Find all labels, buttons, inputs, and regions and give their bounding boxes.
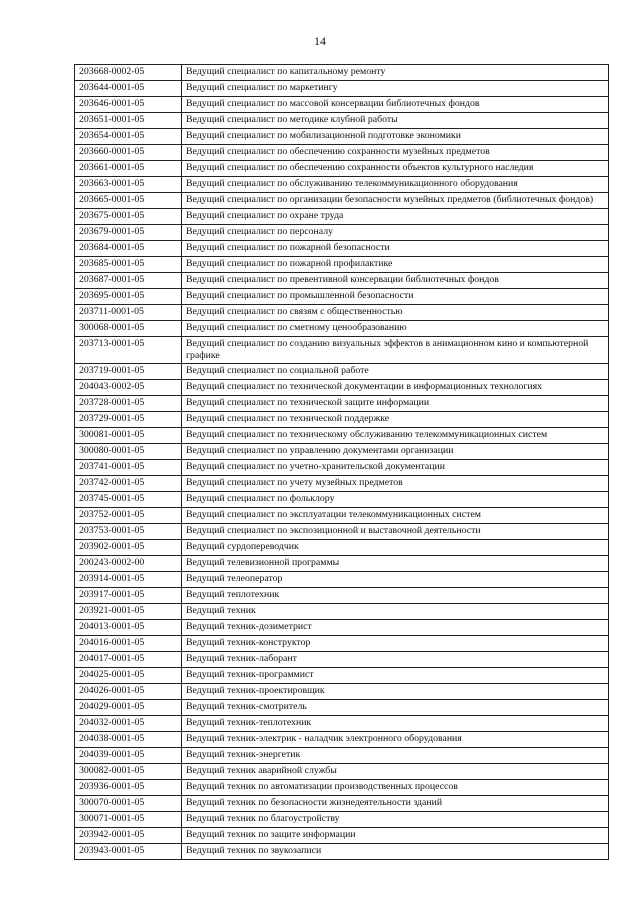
occupation-code: 204025-0001-05 bbox=[75, 668, 182, 684]
occupation-code: 200243-0002-00 bbox=[75, 556, 182, 572]
occupation-code: 203902-0001-05 bbox=[75, 540, 182, 556]
occupation-code: 204026-0001-05 bbox=[75, 684, 182, 700]
occupation-title: Ведущий специалист по обслуживанию телекоммуникационного оборудования bbox=[182, 177, 609, 193]
table-row bbox=[75, 780, 609, 796]
occupation-title: Ведущий специалист по массовой консервации библиотечных фондов bbox=[182, 97, 609, 113]
occupation-title: Ведущий специалист по технической защите информации bbox=[182, 396, 609, 412]
page-number: 14 bbox=[314, 34, 326, 48]
occupation-title: Ведущий специалист по превентивной консервации библиотечных фондов bbox=[182, 273, 609, 289]
occupation-code: 203665-0001-05 bbox=[75, 193, 182, 209]
occupation-table bbox=[74, 64, 609, 860]
table-row bbox=[75, 289, 609, 305]
occupation-code: 203921-0001-05 bbox=[75, 604, 182, 620]
table-row bbox=[75, 588, 609, 604]
table-row bbox=[75, 241, 609, 257]
table-row bbox=[75, 460, 609, 476]
table-row bbox=[75, 428, 609, 444]
table-row bbox=[75, 337, 609, 364]
occupation-code: 203942-0001-05 bbox=[75, 828, 182, 844]
table-row bbox=[75, 380, 609, 396]
occupation-title: Ведущий техник-проектировщик bbox=[182, 684, 609, 700]
occupation-code: 203729-0001-05 bbox=[75, 412, 182, 428]
occupation-code: 203936-0001-05 bbox=[75, 780, 182, 796]
table-row bbox=[75, 764, 609, 780]
occupation-code: 204039-0001-05 bbox=[75, 748, 182, 764]
table-row bbox=[75, 65, 609, 81]
occupation-code: 204017-0001-05 bbox=[75, 652, 182, 668]
table-row bbox=[75, 620, 609, 636]
occupation-table-body bbox=[75, 65, 609, 860]
occupation-title: Ведущий теплотехник bbox=[182, 588, 609, 604]
occupation-title: Ведущий техник по автоматизации производственных процессов bbox=[182, 780, 609, 796]
table-row bbox=[75, 700, 609, 716]
table-row bbox=[75, 97, 609, 113]
occupation-title: Ведущий специалист по персоналу bbox=[182, 225, 609, 241]
occupation-title: Ведущий специалист по пожарной профилактике bbox=[182, 257, 609, 273]
table-row bbox=[75, 257, 609, 273]
table-row bbox=[75, 844, 609, 860]
table-row bbox=[75, 492, 609, 508]
table-row bbox=[75, 364, 609, 380]
table-row bbox=[75, 476, 609, 492]
occupation-code: 204029-0001-05 bbox=[75, 700, 182, 716]
occupation-title: Ведущий специалист по капитальному ремонту bbox=[182, 65, 609, 81]
table-row bbox=[75, 396, 609, 412]
occupation-code: 203728-0001-05 bbox=[75, 396, 182, 412]
occupation-title: Ведущий специалист по созданию визуальных эффектов в анимационном кино и компьютерной графике bbox=[182, 337, 609, 364]
occupation-code: 203651-0001-05 bbox=[75, 113, 182, 129]
occupation-title: Ведущий специалист по организации безопасности музейных предметов (библиотечных фондов) bbox=[182, 193, 609, 209]
table-row bbox=[75, 556, 609, 572]
table-row bbox=[75, 524, 609, 540]
occupation-title: Ведущий техник-лаборант bbox=[182, 652, 609, 668]
occupation-title: Ведущий специалист по техническому обслуживанию телекоммуникационных систем bbox=[182, 428, 609, 444]
table-row bbox=[75, 636, 609, 652]
occupation-title: Ведущий техник аварийной службы bbox=[182, 764, 609, 780]
occupation-title: Ведущий техник-теплотехник bbox=[182, 716, 609, 732]
occupation-code: 203741-0001-05 bbox=[75, 460, 182, 476]
occupation-title: Ведущий техник-электрик - наладчик электронного оборудования bbox=[182, 732, 609, 748]
occupation-code: 203663-0001-05 bbox=[75, 177, 182, 193]
table-row bbox=[75, 716, 609, 732]
table-row bbox=[75, 209, 609, 225]
occupation-title: Ведущий специалист по технической поддержке bbox=[182, 412, 609, 428]
occupation-title: Ведущий техник-конструктор bbox=[182, 636, 609, 652]
occupation-code: 203661-0001-05 bbox=[75, 161, 182, 177]
occupation-code: 203914-0001-05 bbox=[75, 572, 182, 588]
occupation-title: Ведущий сурдопереводчик bbox=[182, 540, 609, 556]
occupation-code: 300081-0001-05 bbox=[75, 428, 182, 444]
occupation-title: Ведущий техник по благоустройству bbox=[182, 812, 609, 828]
occupation-title: Ведущий специалист по маркетингу bbox=[182, 81, 609, 97]
occupation-title: Ведущий техник bbox=[182, 604, 609, 620]
occupation-title: Ведущий специалист по пожарной безопасности bbox=[182, 241, 609, 257]
occupation-code: 203687-0001-05 bbox=[75, 273, 182, 289]
occupation-title: Ведущий телевизионной программы bbox=[182, 556, 609, 572]
occupation-title: Ведущий специалист по обеспечению сохранности музейных предметов bbox=[182, 145, 609, 161]
table-row bbox=[75, 732, 609, 748]
occupation-code: 203660-0001-05 bbox=[75, 145, 182, 161]
table-row bbox=[75, 321, 609, 337]
table-row bbox=[75, 177, 609, 193]
occupation-title: Ведущий техник-смотритель bbox=[182, 700, 609, 716]
occupation-title: Ведущий техник по безопасности жизнедеятельности зданий bbox=[182, 796, 609, 812]
occupation-title: Ведущий специалист по охране труда bbox=[182, 209, 609, 225]
occupation-code: 204013-0001-05 bbox=[75, 620, 182, 636]
occupation-code: 204032-0001-05 bbox=[75, 716, 182, 732]
table-row bbox=[75, 412, 609, 428]
occupation-code: 203753-0001-05 bbox=[75, 524, 182, 540]
occupation-title: Ведущий специалист по социальной работе bbox=[182, 364, 609, 380]
occupation-title: Ведущий техник-программист bbox=[182, 668, 609, 684]
occupation-title: Ведущий специалист по мобилизационной подготовке экономики bbox=[182, 129, 609, 145]
table-row bbox=[75, 572, 609, 588]
occupation-code: 203679-0001-05 bbox=[75, 225, 182, 241]
occupation-code: 300070-0001-05 bbox=[75, 796, 182, 812]
occupation-title: Ведущий специалист по фольклору bbox=[182, 492, 609, 508]
occupation-code: 203917-0001-05 bbox=[75, 588, 182, 604]
table-row bbox=[75, 444, 609, 460]
occupation-code: 203684-0001-05 bbox=[75, 241, 182, 257]
table-row bbox=[75, 273, 609, 289]
occupation-title: Ведущий специалист по учетно-хранительской документации bbox=[182, 460, 609, 476]
table-row bbox=[75, 161, 609, 177]
occupation-code: 204038-0001-05 bbox=[75, 732, 182, 748]
occupation-code: 204016-0001-05 bbox=[75, 636, 182, 652]
occupation-code: 203695-0001-05 bbox=[75, 289, 182, 305]
occupation-code: 300071-0001-05 bbox=[75, 812, 182, 828]
table-row bbox=[75, 540, 609, 556]
occupation-title: Ведущий специалист по технической документации в информационных технологиях bbox=[182, 380, 609, 396]
occupation-code: 203646-0001-05 bbox=[75, 97, 182, 113]
occupation-code: 203745-0001-05 bbox=[75, 492, 182, 508]
table-row bbox=[75, 145, 609, 161]
occupation-title: Ведущий специалист по учету музейных предметов bbox=[182, 476, 609, 492]
occupation-title: Ведущий специалист по управлению документами организации bbox=[182, 444, 609, 460]
occupation-code: 203685-0001-05 bbox=[75, 257, 182, 273]
occupation-code: 203943-0001-05 bbox=[75, 844, 182, 860]
table-row bbox=[75, 305, 609, 321]
occupation-title: Ведущий специалист по промышленной безопасности bbox=[182, 289, 609, 305]
occupation-code: 204043-0002-05 bbox=[75, 380, 182, 396]
table-row bbox=[75, 652, 609, 668]
occupation-title: Ведущий специалист по методике клубной работы bbox=[182, 113, 609, 129]
table-row bbox=[75, 604, 609, 620]
occupation-code: 300082-0001-05 bbox=[75, 764, 182, 780]
table-row bbox=[75, 828, 609, 844]
table-row bbox=[75, 225, 609, 241]
table-row bbox=[75, 796, 609, 812]
occupation-code: 203713-0001-05 bbox=[75, 337, 182, 364]
table-row bbox=[75, 193, 609, 209]
table-row bbox=[75, 668, 609, 684]
occupation-code: 203668-0002-05 bbox=[75, 65, 182, 81]
occupation-code: 203654-0001-05 bbox=[75, 129, 182, 145]
occupation-title: Ведущий специалист по связям с общественностью bbox=[182, 305, 609, 321]
table-row bbox=[75, 508, 609, 524]
occupation-code: 203711-0001-05 bbox=[75, 305, 182, 321]
occupation-code: 300068-0001-05 bbox=[75, 321, 182, 337]
occupation-title: Ведущий телеоператор bbox=[182, 572, 609, 588]
occupation-code: 203742-0001-05 bbox=[75, 476, 182, 492]
occupation-title: Ведущий техник-энергетик bbox=[182, 748, 609, 764]
occupation-title: Ведущий техник по звукозаписи bbox=[182, 844, 609, 860]
occupation-title: Ведущий специалист по сметному ценообразованию bbox=[182, 321, 609, 337]
table-row bbox=[75, 684, 609, 700]
table-row bbox=[75, 812, 609, 828]
table-row bbox=[75, 748, 609, 764]
table-row bbox=[75, 81, 609, 97]
occupation-code: 203719-0001-05 bbox=[75, 364, 182, 380]
occupation-title: Ведущий специалист по эксплуатации телекоммуникационных систем bbox=[182, 508, 609, 524]
occupation-code: 203644-0001-05 bbox=[75, 81, 182, 97]
occupation-title: Ведущий техник-дозиметрист bbox=[182, 620, 609, 636]
table-row bbox=[75, 129, 609, 145]
table-row bbox=[75, 113, 609, 129]
occupation-code: 203675-0001-05 bbox=[75, 209, 182, 225]
occupation-title: Ведущий специалист по экспозиционной и выставочной деятельности bbox=[182, 524, 609, 540]
occupation-code: 300080-0001-05 bbox=[75, 444, 182, 460]
occupation-code: 203752-0001-05 bbox=[75, 508, 182, 524]
occupation-title: Ведущий техник по защите информации bbox=[182, 828, 609, 844]
occupation-title: Ведущий специалист по обеспечению сохранности объектов культурного наследия bbox=[182, 161, 609, 177]
